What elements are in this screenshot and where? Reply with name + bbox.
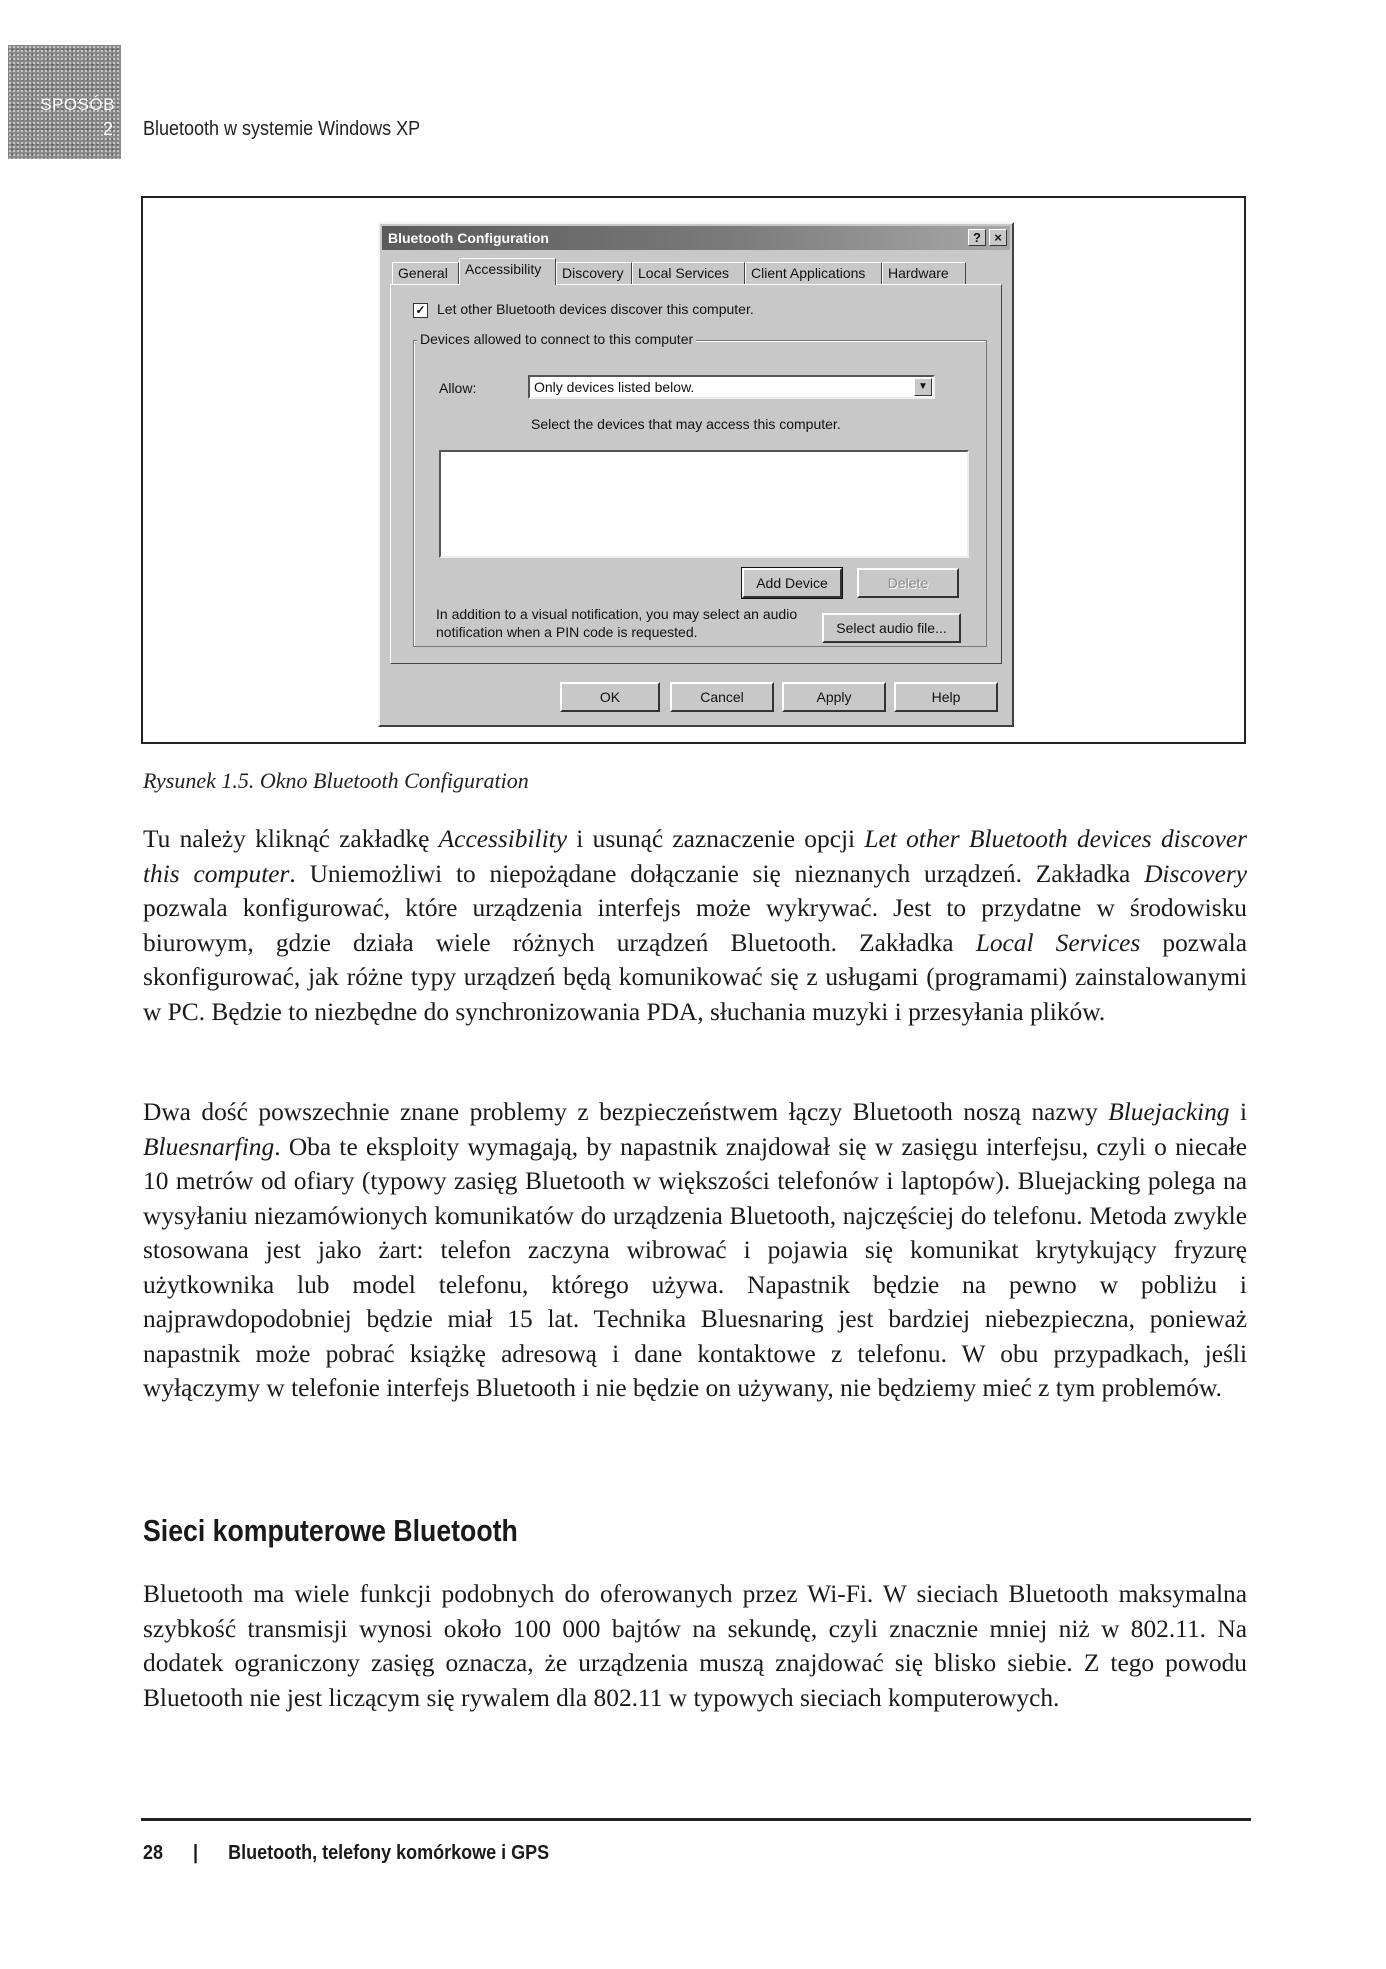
chapter-badge — [8, 45, 121, 159]
emphasis: Local Services — [975, 928, 1141, 957]
paragraph-1 — [143, 822, 1247, 1029]
paragraph-2 — [143, 1095, 1247, 1406]
emphasis: Discovery — [1144, 859, 1247, 888]
book-title: Bluetooth, telefony komórkowe i GPS — [228, 1842, 550, 1864]
running-header: Bluetooth w systemie Windows XP — [143, 118, 421, 140]
discoverable-checkbox[interactable]: ✓ — [413, 303, 428, 318]
emphasis: Bluesnarfing — [143, 1132, 275, 1161]
tab-discovery[interactable]: Discovery — [556, 262, 632, 284]
text-run: . Uniemożliwi to niepożądane dołączanie się nieznanych urządzeń. Zakładka — [289, 859, 1145, 888]
close-icon[interactable]: × — [989, 229, 1007, 246]
footer-rule — [141, 1818, 1251, 1821]
chapter-badge-label: SPOSÓB — [40, 95, 115, 114]
delete-button[interactable]: Delete — [857, 568, 959, 598]
text-run: i — [1229, 1098, 1247, 1126]
tab-local-services[interactable]: Local Services — [632, 262, 745, 284]
add-device-button[interactable]: Add Device — [742, 568, 842, 598]
text-run: i usunąć zaznaczenie opcji — [567, 825, 865, 853]
dialog-title: Bluetooth Configuration — [388, 230, 549, 246]
chevron-down-icon[interactable]: ▼ — [914, 378, 932, 396]
discoverable-checkbox-label[interactable]: Let other Bluetooth devices discover this computer. — [437, 301, 754, 317]
tab-accessibility[interactable]: Accessibility — [459, 258, 556, 285]
help-button[interactable]: Help — [894, 682, 998, 712]
page-number: 28 — [143, 1842, 164, 1864]
allowed-devices-group-label: Devices allowed to connect to this computer — [417, 331, 696, 347]
bluetooth-config-dialog — [378, 222, 1014, 727]
figure-caption: Rysunek 1.5. Okno Bluetooth Configuration — [143, 768, 529, 793]
dialog-titlebar — [382, 226, 1010, 250]
tab-general[interactable]: General — [392, 262, 459, 284]
emphasis: Let other Bluetooth devices discover this computer — [143, 825, 1247, 888]
text-run: . Oba te eksploity wymagają, by napastnik znajdował się w zasięgu interfejsu, czyli o niecałe 10 metrów od ofiary (typowy zasięg Bluetooth w większości telefonów i laptopów). Bluejacking polega na wysyłaniu niezamówionych komunikatów do urządzenia Bluetooth, najczęściej do telefonu. Metoda zwykle stosowana jest jako żart: telefon zaczyna wibrować i pojawia się komunikat krytykujący fryzurę użytkownika lub model telefonu, którego używa. Napastnik będzie na pewno w pobliżu i najprawdopodobniej będzie miał 15 lat. Technika Bluesnaring jest bardziej niebezpieczna, ponieważ napastnik może pobrać książkę adresową i dane kontaktowe z telefonu. W obu przypadkach, jeśli wyłączymy w telefonie interfejs Bluetooth i nie będzie on używany, nie będziemy mieć z tym problemów. — [143, 1132, 1247, 1402]
ok-button[interactable]: OK — [560, 682, 660, 712]
text-run: Tu należy kliknąć zakładkę — [143, 825, 439, 853]
cancel-button[interactable]: Cancel — [670, 682, 774, 712]
select-devices-hint: Select the devices that may access this computer. — [531, 416, 841, 432]
paragraph-3: Bluetooth ma wiele funkcji podobnych do oferowanych przez Wi-Fi. W sieciach Bluetooth maksymalna szybkość transmisji wynosi około 100 000 bajtów na sekundę, czyli znacznie mniej niż w 802.11. Na dodatek ograniczony zasięg oznacza, że urządzenia muszą znajdować się blisko siebie. Z tego powodu Bluetooth nie jest liczącym się rywalem dla 802.11 w typowych sieciach komputerowych. — [143, 1580, 1247, 1712]
text-run: pozwala skonfigurować, jak różne typy urządzeń będą komunikować się z usługami (programami) zainstalowanymi w PC. Będzie to niezbędne do synchronizowania PDA, słuchania muzyki i przesyłania plików. — [143, 928, 1247, 1026]
apply-button[interactable]: Apply — [782, 682, 886, 712]
tab-panel — [390, 284, 1002, 664]
section-heading: Sieci komputerowe Bluetooth — [143, 1513, 518, 1548]
allow-select[interactable] — [528, 375, 935, 399]
allow-label: Allow: — [439, 380, 477, 396]
audio-note-line-2: notification when a PIN code is requested. — [436, 624, 698, 640]
tab-client-applications[interactable]: Client Applications — [745, 262, 882, 284]
audio-notification-note — [436, 605, 816, 641]
select-audio-file-button[interactable]: Select audio file... — [822, 613, 961, 643]
allow-select-value: Only devices listed below. — [534, 379, 695, 395]
text-run: Dwa dość powszechnie znane problemy z bezpieczeństwem łączy Bluetooth noszą nazwy — [143, 1098, 1109, 1126]
emphasis: Accessibility — [438, 825, 567, 853]
chapter-badge-number: 2 — [102, 119, 113, 139]
footer-separator: | — [193, 1842, 199, 1864]
devices-listbox[interactable] — [439, 450, 969, 558]
tab-hardware[interactable]: Hardware — [882, 262, 966, 284]
emphasis: Bluejacking — [1108, 1098, 1230, 1126]
text-run: pozwala konfigurować, które urządzenia interfejs może wykrywać. Jest to przydatne w środowisku biurowym, gdzie działa wiele różnych urządzeń Bluetooth. Zakładka — [143, 894, 1247, 957]
page-footer — [143, 1842, 549, 1865]
help-icon[interactable]: ? — [968, 229, 986, 246]
audio-note-line-1: In addition to a visual notification, you may select an audio — [436, 606, 798, 622]
